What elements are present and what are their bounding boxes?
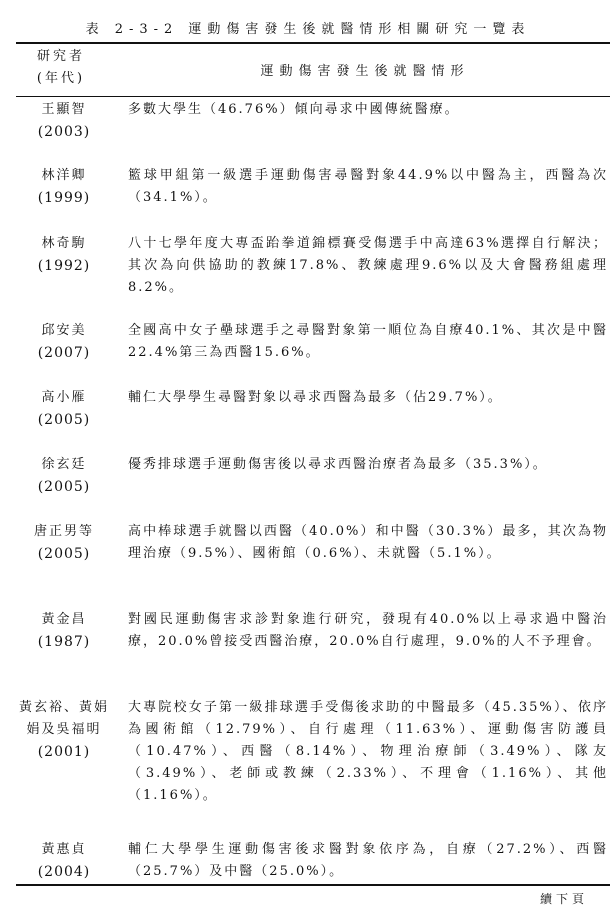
author-name: 王顯智 <box>41 102 87 117</box>
author-year: (2005) <box>37 479 91 495</box>
author-cell <box>16 320 112 364</box>
author-year: (2005) <box>37 412 91 428</box>
finding-cell: 對國民運動傷害求診對象進行研究，發現有40.0%以上尋求過中醫治療，20.0%曾接受西醫治療，20.0%自行處理，9.0%的人不予理會。 <box>128 612 608 649</box>
finding-cell: 優秀排球選手運動傷害後以尋求西醫治療者為最多（35.3%）。 <box>128 457 548 472</box>
author-year: (1992) <box>37 258 91 274</box>
table-title: 表 2-3-2 運動傷害發生後就醫情形相關研究一覽表 <box>85 22 531 37</box>
author-cell <box>16 454 112 498</box>
author-year: (2004) <box>37 864 91 880</box>
header-year-label: (年代) <box>36 71 86 86</box>
author-name: 黃金昌 <box>41 612 87 627</box>
continued-note: 續下頁 <box>539 892 588 906</box>
author-cell <box>16 387 112 431</box>
header-rule <box>16 96 610 97</box>
finding-cell: 八十七學年度大專盃跆拳道錦標賽受傷選手中高達63%選擇自行解決；其次為向供協助的教練17.8%、教練處理9.6%以及大會醫務組處理8.2%。 <box>128 236 608 295</box>
author-name: 黃玄裕、黃娟娟及吳福明 <box>18 700 109 737</box>
finding-cell: 全國高中女子壘球選手之尋醫對象第一順位為自療40.1%、其次是中醫22.4%第三為西醫15.6%。 <box>128 323 608 360</box>
author-cell <box>16 521 112 565</box>
finding-cell: 多數大學生（46.76%）傾向尋求中國傳統醫療。 <box>128 102 460 117</box>
author-cell <box>16 697 112 763</box>
author-cell <box>16 99 112 143</box>
author-year: (2005) <box>37 546 91 562</box>
author-cell <box>16 233 112 277</box>
top-rule <box>16 42 610 44</box>
author-name: 林奇駒 <box>41 236 87 251</box>
header-author-cell <box>18 46 104 90</box>
author-name: 唐正男等 <box>33 524 94 539</box>
author-name: 徐玄廷 <box>41 457 87 472</box>
finding-cell: 高中棒球選手就醫以西醫（40.0%）和中醫（30.3%）最多，其次為物理治療（9.5%）、國術館（0.6%）、未就醫（5.1%）。 <box>128 524 608 561</box>
header-finding-label: 運動傷害發生後就醫情形 <box>260 64 470 79</box>
author-cell <box>16 165 112 209</box>
author-year: (2003) <box>37 124 91 140</box>
author-name: 高小雁 <box>41 390 87 405</box>
author-year: (2001) <box>37 744 91 760</box>
author-name: 黃惠貞 <box>41 842 87 857</box>
author-cell <box>16 839 112 883</box>
author-cell <box>16 609 112 653</box>
author-name: 邱安美 <box>41 323 87 338</box>
finding-cell: 籃球甲組第一級選手運動傷害尋醫對象44.9%以中醫為主，西醫為次（34.1%）。 <box>128 168 608 205</box>
finding-cell: 大專院校女子第一級排球選手受傷後求助的中醫最多（45.35%）、依序為國術館（12.79%）、自行處理（11.63%）、運動傷害防護員（10.47%）、西醫（8.14%）、物理治療師（3.49%）、隊友（3.49%）、老師或教練（2.33%）、不理會（1.16%）、其他（1.16%）。 <box>128 700 608 803</box>
finding-cell: 輔仁大學學生尋醫對象以尋求西醫為最多（佔29.7%）。 <box>128 390 503 405</box>
author-name: 林洋卿 <box>41 168 87 183</box>
finding-cell: 輔仁大學學生運動傷害後求醫對象依序為，自療（27.2%）、西醫（25.7%）及中醫（25.0%）。 <box>128 842 608 879</box>
bottom-rule <box>16 884 610 886</box>
author-year: (1987) <box>37 634 91 650</box>
author-year: (2007) <box>37 345 91 361</box>
header-author-label: 研究者 <box>36 49 85 64</box>
author-year: (1999) <box>37 190 91 206</box>
